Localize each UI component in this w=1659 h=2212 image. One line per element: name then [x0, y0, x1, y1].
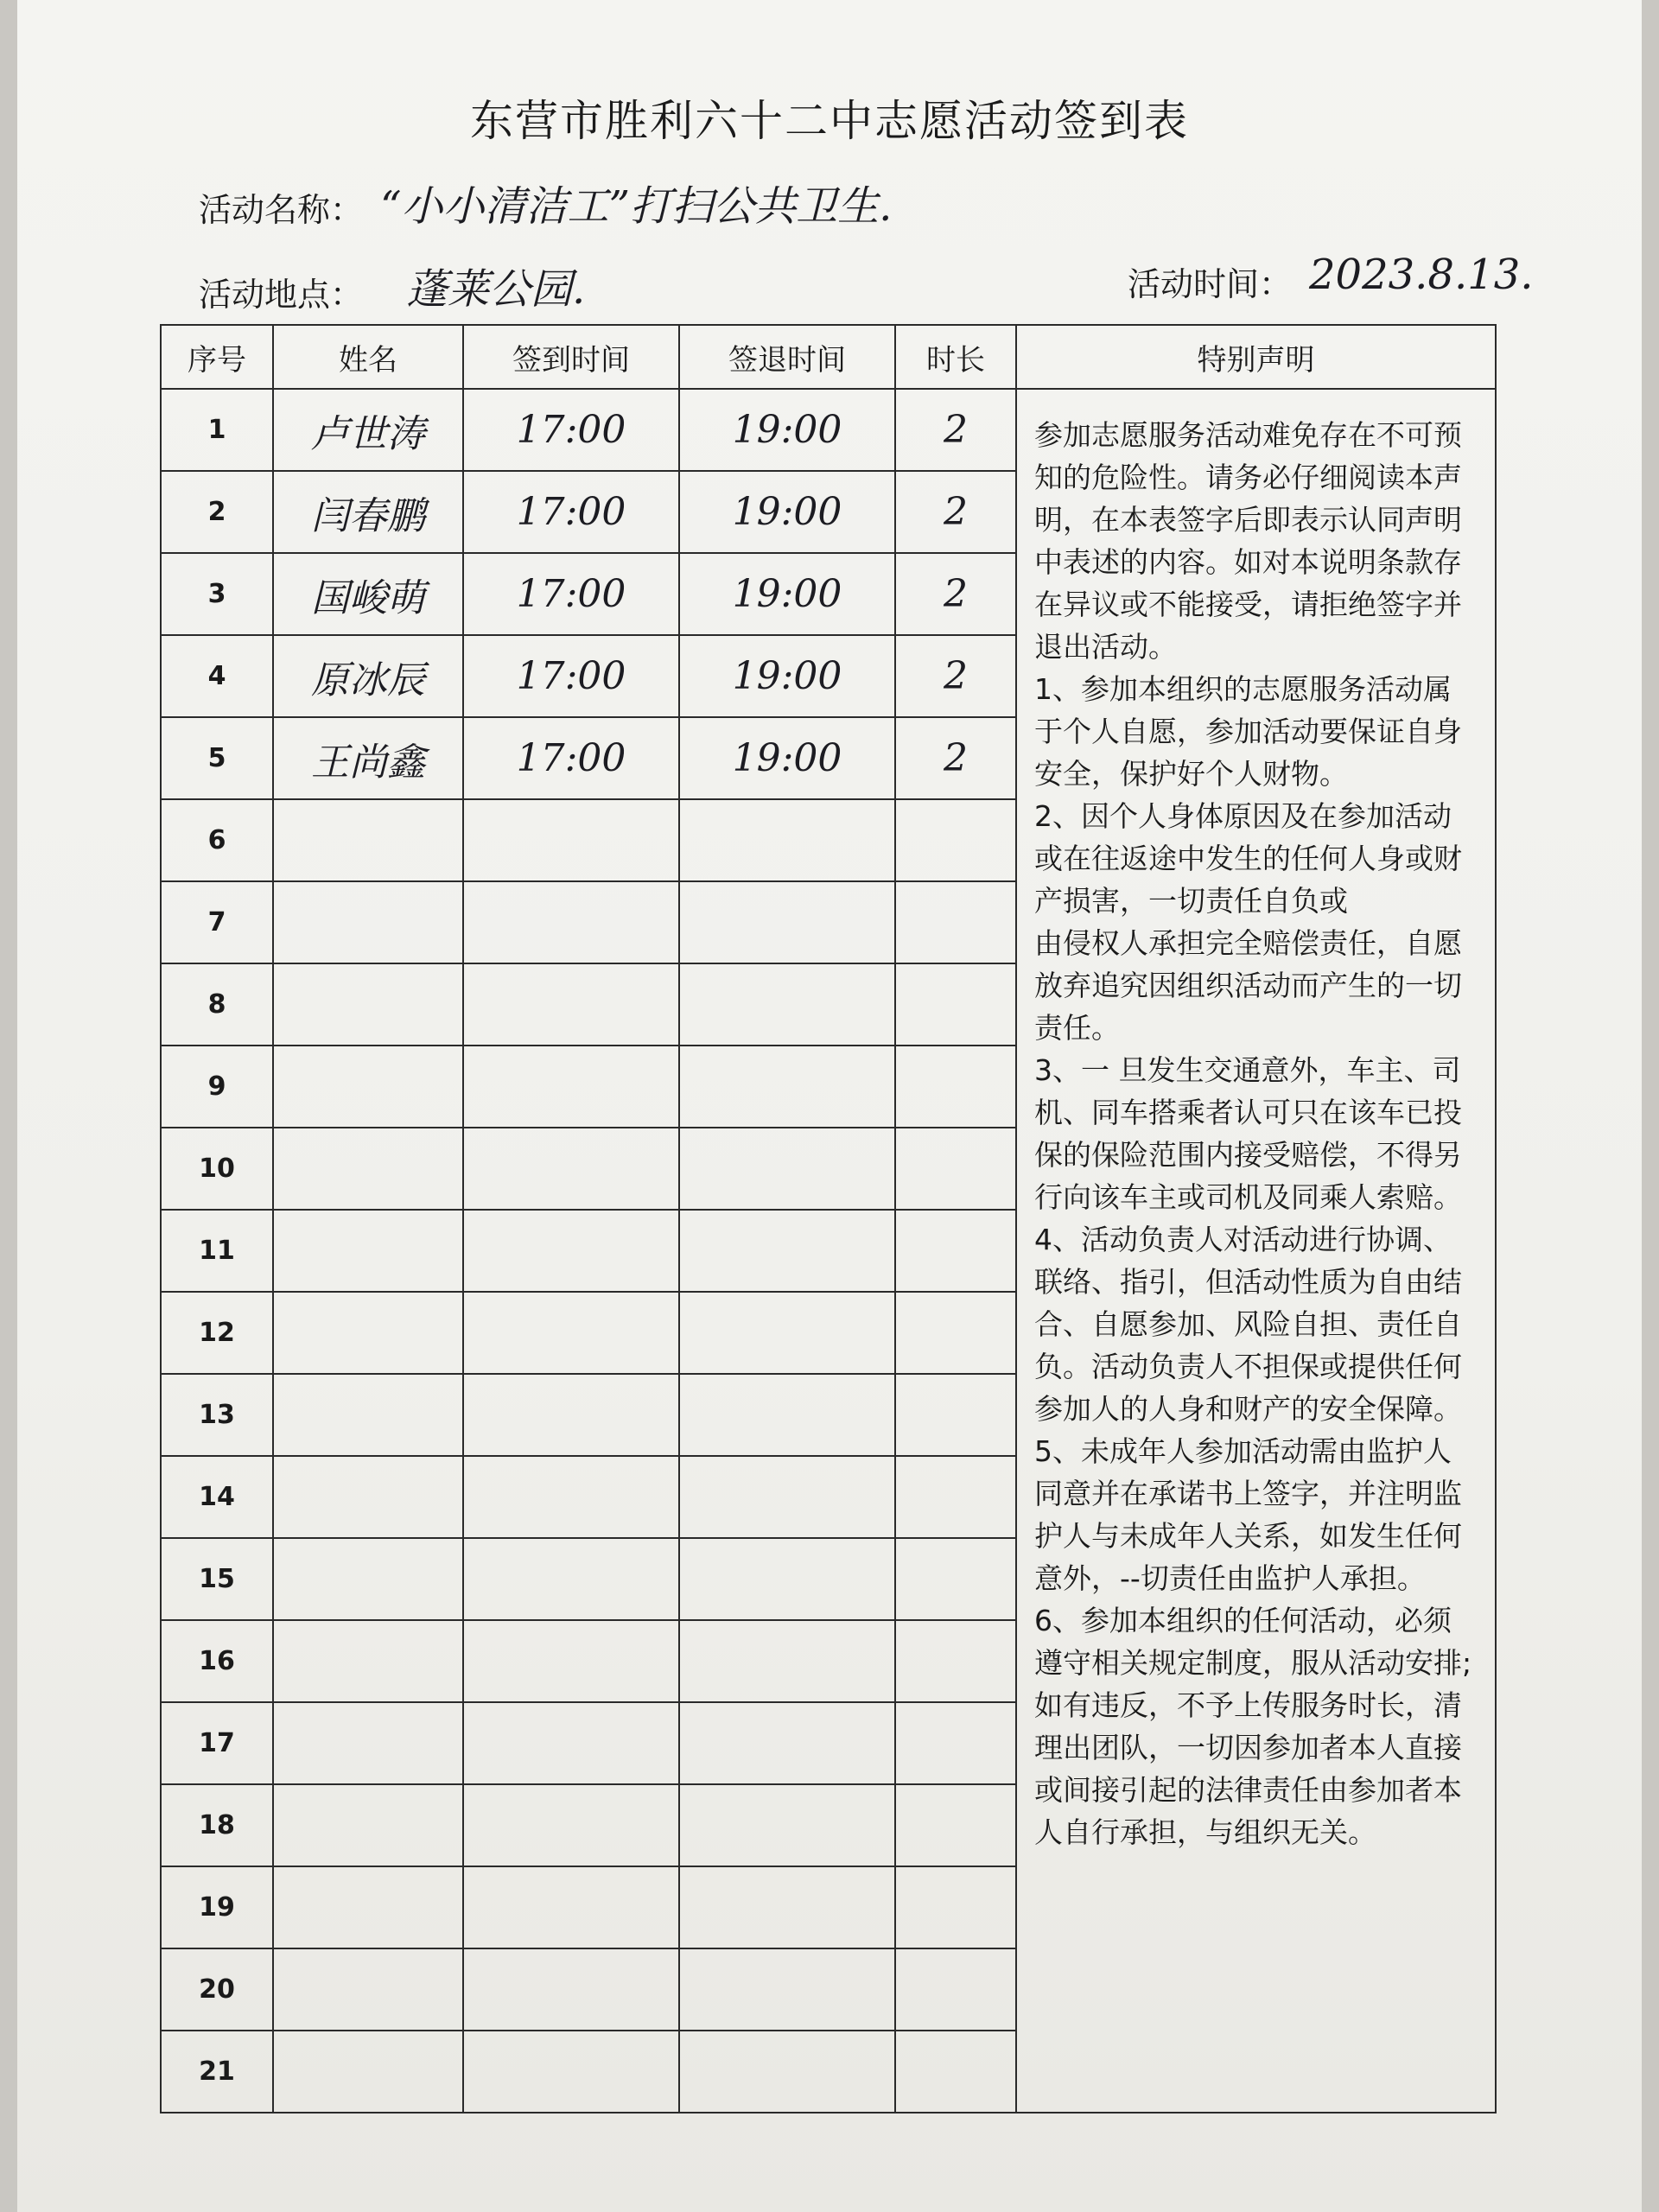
header-signin-time: 签到时间 [463, 325, 679, 389]
signin-time [463, 1046, 679, 1128]
activity-time-label: 活动时间： [1128, 265, 1293, 303]
header-name: 姓名 [273, 325, 463, 389]
signin-time [463, 1784, 679, 1866]
row-number: 20 [161, 1948, 273, 2031]
signin-time [463, 1456, 679, 1538]
header-signout-time: 签退时间 [679, 325, 895, 389]
duration-hours [895, 1620, 1016, 1702]
statement-paragraph: 1、参加本组织的志愿服务活动属于个人自愿，参加活动要保证自身安全，保护好个人财物。 [1034, 672, 1462, 791]
activity-time-value: 2023.8.13. [1309, 251, 1534, 299]
signout-time: 19:00 [679, 389, 895, 471]
header-statement: 特别声明 [1016, 325, 1496, 389]
page-title: 东营市胜利六十二中志愿活动签到表 [470, 96, 1189, 146]
row-number: 21 [161, 2031, 273, 2113]
row-number: 18 [161, 1784, 273, 1866]
row-number: 16 [161, 1620, 273, 1702]
duration-hours [895, 1866, 1016, 1948]
row-number: 1 [161, 389, 273, 471]
duration-hours: 2 [895, 717, 1016, 799]
duration-hours: 2 [895, 389, 1016, 471]
signin-time [463, 881, 679, 963]
row-number: 7 [161, 881, 273, 963]
signin-time [463, 1128, 679, 1210]
duration-hours [895, 2031, 1016, 2113]
statement-paragraph: 3、一 旦发生交通意外，车主、司机、同车搭乘者认可只在该车已投保的保险范围内接受赔偿，不得另行向该车主或司机及同乘人索赔。 [1034, 1053, 1462, 1214]
row-number: 19 [161, 1866, 273, 1948]
row-number: 8 [161, 963, 273, 1046]
signout-time: 19:00 [679, 553, 895, 635]
signout-time [679, 1374, 895, 1456]
signout-time [679, 799, 895, 881]
signin-time [463, 1620, 679, 1702]
statement-paragraph: 2、因个人身体原因及在参加活动或在往返途中发生的任何人身或财产损害，一切责任自负或 [1034, 799, 1462, 918]
volunteer-name [273, 1374, 463, 1456]
duration-hours [895, 1374, 1016, 1456]
signin-time: 17:00 [463, 717, 679, 799]
duration-hours [895, 1538, 1016, 1620]
volunteer-name: 国峻萌 [273, 553, 463, 635]
signout-time [679, 1210, 895, 1292]
signout-time [679, 1866, 895, 1948]
volunteer-name [273, 1948, 463, 2031]
volunteer-name [273, 881, 463, 963]
signin-time [463, 1948, 679, 2031]
signout-time [679, 1948, 895, 2031]
signout-time [679, 1128, 895, 1210]
signout-time [679, 1538, 895, 1620]
signin-time [463, 2031, 679, 2113]
signout-time: 19:00 [679, 717, 895, 799]
signin-time [463, 1702, 679, 1784]
statement-paragraph: 4、活动负责人对活动进行协调、联络、指引，但活动性质为自由结合、自愿参加、风险自担、责任自负。活动负责人不担保或提供任何参加人的人身和财产的安全保障。 [1034, 1223, 1462, 1426]
duration-hours [895, 1948, 1016, 2031]
duration-hours [895, 1046, 1016, 1128]
volunteer-name: 卢世涛 [273, 389, 463, 471]
duration-hours: 2 [895, 471, 1016, 553]
signin-time [463, 963, 679, 1046]
signin-time [463, 1210, 679, 1292]
row-number: 9 [161, 1046, 273, 1128]
volunteer-name [273, 2031, 463, 2113]
duration-hours [895, 1456, 1016, 1538]
signin-time [463, 1374, 679, 1456]
signin-time: 17:00 [463, 389, 679, 471]
signout-time [679, 1784, 895, 1866]
signout-time [679, 1292, 895, 1374]
row-number: 6 [161, 799, 273, 881]
duration-hours [895, 799, 1016, 881]
volunteer-name [273, 1456, 463, 1538]
signin-time: 17:00 [463, 553, 679, 635]
row-number: 12 [161, 1292, 273, 1374]
volunteer-name [273, 799, 463, 881]
volunteer-name [273, 1128, 463, 1210]
duration-hours [895, 1128, 1016, 1210]
duration-hours [895, 1784, 1016, 1866]
volunteer-name [273, 1538, 463, 1620]
header-no: 序号 [161, 325, 273, 389]
signout-time [679, 881, 895, 963]
volunteer-name [273, 1784, 463, 1866]
row-number: 2 [161, 471, 273, 553]
duration-hours: 2 [895, 635, 1016, 717]
signin-sheet [17, 0, 1642, 2212]
activity-place-value: 蓬莱公园. [406, 265, 586, 314]
signout-time [679, 963, 895, 1046]
signin-table [160, 324, 1497, 2113]
volunteer-name: 王尚鑫 [273, 717, 463, 799]
header-duration: 时长 [895, 325, 1016, 389]
volunteer-name [273, 1292, 463, 1374]
duration-hours [895, 963, 1016, 1046]
volunteer-name: 原冰辰 [273, 635, 463, 717]
signout-time: 19:00 [679, 471, 895, 553]
signin-time [463, 799, 679, 881]
duration-hours [895, 1210, 1016, 1292]
row-number: 11 [161, 1210, 273, 1292]
statement-paragraph: 参加志愿服务活动难免存在不可预知的危险性。请务必仔细阅读本声明，在本表签字后即表示认同声明中表述的内容。如对本说明条款存在异议或不能接受，请拒绝签字并退出活动。 [1034, 418, 1462, 664]
volunteer-name [273, 1046, 463, 1128]
volunteer-name [273, 1702, 463, 1784]
row-number: 5 [161, 717, 273, 799]
volunteer-name [273, 1210, 463, 1292]
table-row [161, 389, 1496, 471]
statement-paragraph: 6、参加本组织的任何活动，必须遵守相关规定制度，服从活动安排;如有违反，不予上传服务时长，清理出团队，一切因参加者本人直接或间接引起的法律责任由参加者本人自行承担，与组织无关。 [1034, 1604, 1472, 1849]
duration-hours [895, 881, 1016, 963]
row-number: 17 [161, 1702, 273, 1784]
row-number: 15 [161, 1538, 273, 1620]
volunteer-name [273, 1620, 463, 1702]
signout-time [679, 1620, 895, 1702]
signout-time [679, 1456, 895, 1538]
duration-hours [895, 1292, 1016, 1374]
row-number: 14 [161, 1456, 273, 1538]
signout-time: 19:00 [679, 635, 895, 717]
signout-time [679, 1702, 895, 1784]
row-number: 10 [161, 1128, 273, 1210]
signin-time: 17:00 [463, 471, 679, 553]
row-number: 3 [161, 553, 273, 635]
activity-place-label: 活动地点： [199, 276, 364, 314]
volunteer-name: 闫春鹏 [273, 471, 463, 553]
signin-time [463, 1292, 679, 1374]
row-number: 13 [161, 1374, 273, 1456]
signout-time [679, 1046, 895, 1128]
signout-time [679, 2031, 895, 2113]
duration-hours [895, 1702, 1016, 1784]
statement-paragraph: 由侵权人承担完全赔偿责任，自愿放弃追究因组织活动而产生的一切责任。 [1034, 926, 1462, 1045]
activity-name-value: “小小清洁工”打扫公共卫生. [380, 182, 893, 231]
row-number: 4 [161, 635, 273, 717]
signin-time: 17:00 [463, 635, 679, 717]
volunteer-name [273, 963, 463, 1046]
statement-paragraph: 5、未成年人参加活动需由监护人同意并在承诺书上签字，并注明监护人与未成年人关系，如发生任何意外，--切责任由监护人承担。 [1034, 1434, 1462, 1595]
signin-time [463, 1538, 679, 1620]
volunteer-name [273, 1866, 463, 1948]
special-statement [1016, 389, 1496, 2113]
duration-hours: 2 [895, 553, 1016, 635]
activity-name-label: 活动名称： [199, 191, 364, 229]
signin-time [463, 1866, 679, 1948]
